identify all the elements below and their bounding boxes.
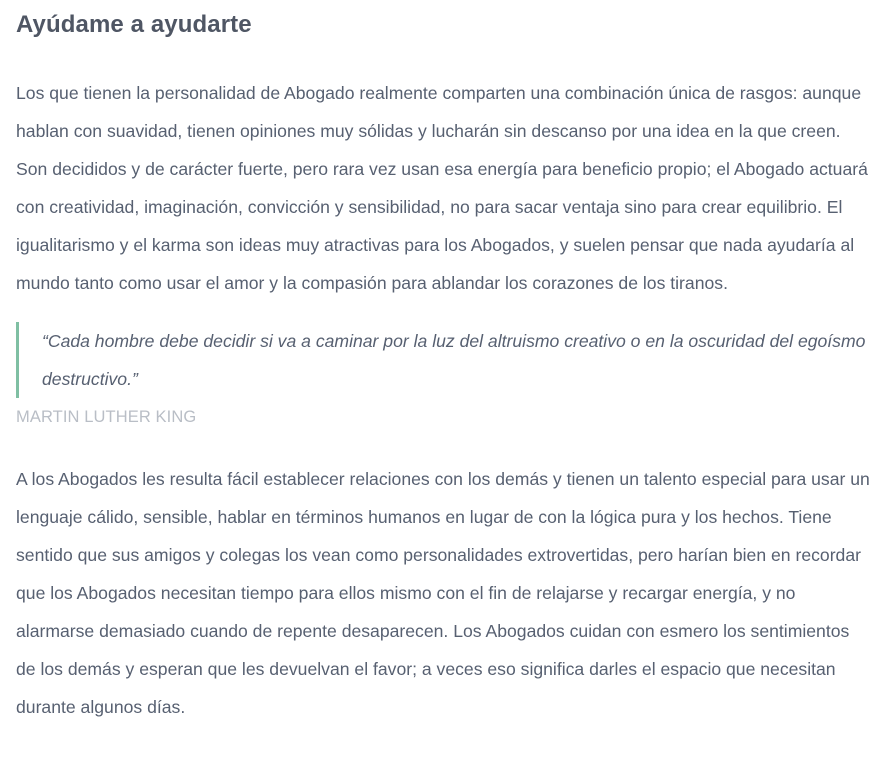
body-paragraph-1: Los que tienen la personalidad de Abogado realmente comparten una combinación única de rasgos: aunque hablan con suavidad, tienen opiniones muy sólidas y lucharán sin descanso por una idea en la que creen. Son decididos y de carácter fuerte, pero rara vez usan esa energía para beneficio propio; el Abogado actuará con creatividad, imaginación, convicción y sensibilidad, no para sacar ventaja sino para crear equilibrio. El igualitarismo y el karma son ideas muy atractivas para los Abogados, y suelen pensar que nada ayudaría al mundo tanto como usar el amor y la compasión para ablandar los corazones de los tiranos. [16, 83, 868, 293]
quote-author: MARTIN LUTHER KING [16, 408, 197, 426]
section-title: Ayúdame a ayudarte [16, 11, 252, 38]
quote-text: “Cada hombre debe decidir si va a caminar por la luz del altruismo creativo o en la oscuridad del egoísmo destructivo.” [42, 331, 866, 389]
blockquote [16, 322, 871, 398]
body-paragraph-2: A los Abogados les resulta fácil establecer relaciones con los demás y tienen un talento especial para usar un lenguaje cálido, sensible, hablar en términos humanos en lugar de con la lógica pura y los hechos. Tiene sentido que sus amigos y colegas los vean como personalidades extrovertidas, pero harían bien en recordar que los Abogados necesitan tiempo para ellos mismo con el fin de relajarse y recargar energía, y no alarmarse demasiado cuando de repente desaparecen. Los Abogados cuidan con esmero los sentimientos de los demás y esperan que les devuelvan el favor; a veces eso significa darles el espacio que necesitan durante algunos días. [16, 469, 870, 717]
